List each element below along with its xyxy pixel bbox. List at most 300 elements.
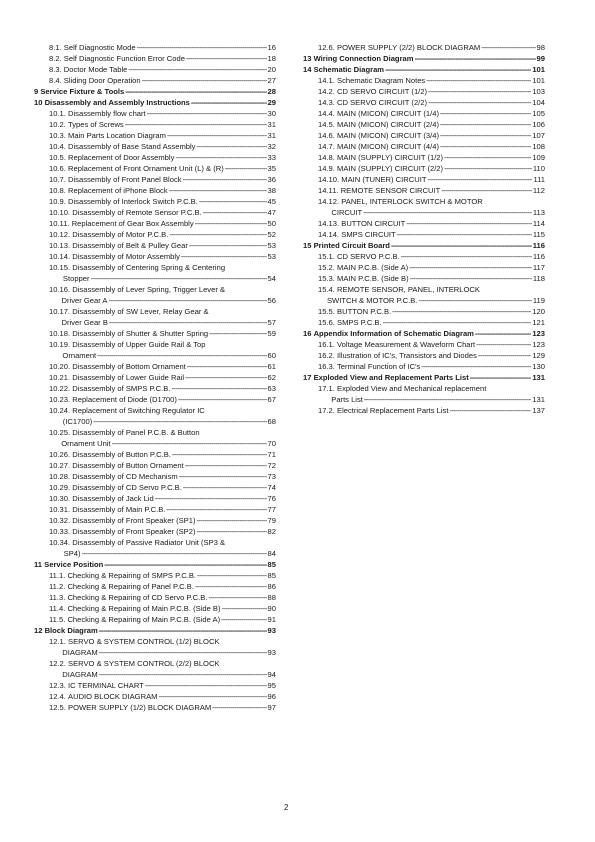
toc-entry[interactable] [303, 196, 545, 218]
toc-entry-title: MAIN P.C.B. (Side A) [337, 263, 409, 272]
toc-entry-title: IC TERMINAL CHART [68, 681, 144, 690]
toc-entry[interactable] [303, 229, 545, 240]
toc-entry-title: AUDIO BLOCK DIAGRAM [68, 692, 158, 701]
toc-entry-title: Disassembly of Panel P.C.B. & Button [72, 428, 200, 437]
toc-entry[interactable] [303, 42, 545, 53]
toc-entry[interactable] [34, 207, 276, 218]
toc-entry-title: DIAGRAM [62, 670, 98, 679]
dot-leader [97, 350, 266, 361]
toc-entry-title: Disassembly of CD Servo P.C.B. [72, 483, 182, 492]
toc-entry-page: 33 [267, 153, 276, 162]
dot-leader [391, 240, 532, 251]
dot-leader [99, 625, 267, 636]
toc-entry-page: 117 [532, 263, 545, 272]
dot-leader [145, 680, 267, 691]
toc-entry[interactable] [34, 251, 276, 262]
dot-leader [397, 229, 532, 240]
toc-entry[interactable] [34, 625, 276, 636]
toc-entry-title: Disassembly of SMPS P.C.B. [72, 384, 171, 393]
toc-entry-number: 10.26. [49, 450, 71, 459]
toc-entry[interactable] [303, 350, 545, 361]
toc-entry-page: 106 [532, 120, 545, 129]
toc-entry-number: 12 [34, 626, 43, 635]
toc-entry[interactable] [34, 328, 276, 339]
toc-entry-number: 14.8. [318, 153, 335, 162]
toc-entry[interactable] [303, 75, 545, 86]
toc-entry-page: 52 [267, 230, 276, 239]
toc-entry-page: 88 [267, 593, 276, 602]
toc-entry-page: 47 [267, 208, 276, 217]
dot-leader [181, 251, 267, 262]
toc-entry-number: 8.1. [49, 43, 62, 52]
toc-entry-page: 73 [267, 472, 276, 481]
toc-entry-title: Self Diagnostic Function Error Code [63, 54, 185, 63]
dot-leader [476, 339, 531, 350]
dot-leader [383, 317, 532, 328]
toc-entry[interactable] [303, 97, 545, 108]
toc-entry-title: Disassembly of Bottom Ornament [72, 362, 186, 371]
toc-entry-title: Disassembly of Button P.C.B. [72, 450, 171, 459]
toc-entry-number: 10.32. [49, 516, 71, 525]
toc-entry[interactable] [34, 306, 276, 328]
dot-leader [392, 306, 531, 317]
toc-entry-number: 10.5. [49, 153, 66, 162]
dot-leader [221, 614, 266, 625]
toc-entry-number: 17.1. [318, 384, 335, 393]
toc-entry[interactable] [34, 559, 276, 570]
toc-entry-page: 109 [532, 153, 545, 162]
toc-entry[interactable] [303, 53, 545, 64]
toc-entry-number: 10.6. [49, 164, 66, 173]
dot-leader [82, 548, 267, 559]
toc-entry[interactable] [34, 691, 276, 702]
toc-right-column [303, 42, 545, 416]
toc-entry-title: Disassembly of Front Speaker (SP1) [72, 516, 196, 525]
toc-entry[interactable] [303, 372, 545, 383]
toc-entry-page: 90 [267, 604, 276, 613]
dot-leader [209, 328, 266, 339]
toc-entry-page: 82 [267, 527, 276, 536]
toc-entry-number: 10.27. [49, 461, 71, 470]
toc-entry-page: 120 [532, 307, 545, 316]
dot-leader [410, 273, 532, 284]
toc-entry-page: 101 [532, 65, 545, 74]
dot-leader [421, 361, 531, 372]
toc-entry[interactable] [303, 383, 545, 405]
dot-leader [406, 218, 532, 229]
toc-entry[interactable] [303, 86, 545, 97]
toc-entry[interactable] [303, 273, 545, 284]
toc-entry[interactable] [34, 702, 276, 713]
toc-entry[interactable] [34, 603, 276, 614]
toc-entry-title: Schematic Diagram [313, 65, 385, 74]
toc-entry[interactable] [303, 119, 545, 130]
toc-entry-title: Doctor Mode Table [63, 65, 128, 74]
toc-entry-title: Disassembly of Remote Sensor P.C.B. [72, 208, 202, 217]
toc-entry-number: 11.5. [49, 615, 66, 624]
page-number-text: 2 [284, 803, 289, 812]
toc-entry-number: 17 [303, 373, 312, 382]
toc-entry-title: Terminal Function of IC's [337, 362, 421, 371]
toc-entry-page: 30 [267, 109, 276, 118]
toc-entry[interactable] [34, 482, 276, 493]
toc-entry-number: 10.19. [49, 340, 71, 349]
toc-entry-number: 14.4. [318, 109, 335, 118]
toc-entry-title: SERVO & SYSTEM CONTROL (2/2) BLOCK [68, 659, 220, 668]
toc-entry-title: Checking & Repairing of SMPS P.C.B. [67, 571, 197, 580]
toc-entry[interactable] [34, 614, 276, 625]
toc-entry-number: 10.21. [49, 373, 71, 382]
toc-entry[interactable] [34, 185, 276, 196]
dot-leader [222, 603, 267, 614]
toc-entry[interactable] [34, 383, 276, 394]
toc-entry[interactable] [34, 493, 276, 504]
toc-entry[interactable] [34, 64, 276, 75]
dot-leader [169, 229, 266, 240]
toc-entry[interactable] [34, 592, 276, 603]
toc-entry[interactable] [34, 240, 276, 251]
toc-entry[interactable] [34, 526, 276, 537]
toc-entry-title: Voltage Measurement & Waveform Chart [337, 340, 476, 349]
toc-entry-number: 10.17. [49, 307, 71, 316]
toc-entry[interactable] [34, 53, 276, 64]
dot-leader [155, 493, 267, 504]
toc-entry-number: 10.31. [49, 505, 71, 514]
toc-entry-page: 131 [532, 395, 545, 404]
toc-entry-title: Block Diagram [44, 626, 98, 635]
toc-entry[interactable] [34, 130, 276, 141]
dot-leader [426, 75, 531, 86]
toc-entry[interactable] [34, 119, 276, 130]
toc-entry[interactable] [34, 42, 276, 53]
dot-leader [158, 691, 266, 702]
toc-entry[interactable] [34, 141, 276, 152]
toc-entry-number: 12.3. [49, 681, 66, 690]
toc-entry-page: 104 [532, 98, 545, 107]
toc-entry-title: REMOTE SENSOR, PANEL, INTERLOCK [337, 285, 480, 294]
toc-entry[interactable] [34, 427, 276, 449]
toc-entry-title: Disassembly of Lower Guide Rail [72, 373, 185, 382]
dot-leader [147, 108, 267, 119]
toc-entry-number: 14.7. [318, 142, 335, 151]
toc-entry[interactable] [34, 460, 276, 471]
toc-entry-title: MAIN (MICON) CIRCUIT (4/4) [337, 142, 439, 151]
toc-entry[interactable] [303, 130, 545, 141]
toc-entry[interactable] [34, 196, 276, 207]
toc-entry-number: 14.11. [318, 186, 339, 195]
toc-entry-title: Replacement of Front Ornament Unit (L) & (R) [68, 164, 224, 173]
dot-leader [197, 570, 267, 581]
toc-entry-page: 113 [532, 208, 545, 217]
toc-entry-number: 8.4. [49, 76, 62, 85]
toc-entry[interactable] [303, 141, 545, 152]
toc-entry-title: Disassembly of Shutter & Shutter Spring [72, 329, 209, 338]
toc-entry-page: 95 [267, 681, 276, 690]
toc-entry[interactable] [34, 97, 276, 108]
toc-entry-number: 10.10. [49, 208, 71, 217]
toc-entry-page: 32 [267, 142, 276, 151]
toc-entry-title: Sliding Door Operation [63, 76, 141, 85]
toc-entry-title: Wiring Connection Diagram [313, 54, 414, 63]
toc-entry-number: 10.30. [49, 494, 71, 503]
toc-entry-page: 93 [267, 626, 276, 635]
dot-leader [112, 438, 267, 449]
toc-entry-number: 10.4. [49, 142, 66, 151]
dot-leader [167, 130, 267, 141]
toc-entry[interactable] [303, 152, 545, 163]
toc-entry[interactable] [303, 339, 545, 350]
toc-left-column [34, 42, 276, 713]
dot-leader [125, 119, 267, 130]
toc-entry-page: 71 [267, 450, 276, 459]
toc-entry-number: 11.1. [49, 571, 66, 580]
toc-entry[interactable] [34, 581, 276, 592]
toc-entry-number: 11.4. [49, 604, 66, 613]
toc-entry-title: Replacement of Switching Regulator IC [72, 406, 205, 415]
toc-entry-number: 10.28. [49, 472, 71, 481]
dot-leader [196, 526, 266, 537]
toc-entry[interactable] [34, 504, 276, 515]
toc-entry-number: 10.14. [49, 252, 71, 261]
dot-leader [109, 295, 267, 306]
toc-entry-title: Service Position [44, 560, 104, 569]
dot-leader [428, 86, 531, 97]
toc-entry[interactable] [303, 64, 545, 75]
toc-entry-title: Replacement of iPhone Block [68, 186, 168, 195]
dot-leader [99, 647, 267, 658]
toc-entry-title: Checking & Repairing of CD Servo P.C.B. [67, 593, 208, 602]
toc-entry[interactable] [34, 471, 276, 482]
dot-leader [196, 515, 266, 526]
dot-leader [125, 86, 266, 97]
toc-entry-page: 115 [532, 230, 545, 239]
toc-entry-number: 11 [34, 560, 43, 569]
toc-entry-title: Schematic Diagram Notes [337, 76, 426, 85]
dot-leader [449, 405, 531, 416]
dot-leader [189, 240, 267, 251]
dot-leader [475, 328, 531, 339]
dot-leader [187, 361, 267, 372]
toc-entry-page: 111 [533, 175, 545, 184]
dot-leader [225, 163, 267, 174]
toc-entry-title: Disassembly of Belt & Pulley Gear [72, 241, 188, 250]
toc-entry-number: 15.3. [318, 274, 335, 283]
toc-entry-title: Checking & Repairing of Main P.C.B. (Side B) [67, 604, 221, 613]
dot-leader [91, 273, 267, 284]
toc-entry[interactable] [34, 680, 276, 691]
toc-entry-page: 74 [267, 483, 276, 492]
toc-entry[interactable] [34, 570, 276, 581]
toc-entry-title: PANEL, INTERLOCK SWITCH & MOTOR [341, 197, 483, 206]
toc-entry[interactable] [303, 328, 545, 339]
toc-entry-number: 14.12. [318, 197, 340, 206]
toc-entry[interactable] [303, 251, 545, 262]
toc-entry-page: 68 [267, 417, 276, 426]
dot-leader [186, 53, 267, 64]
toc-entry-page: 110 [532, 164, 545, 173]
toc-entry[interactable] [34, 339, 276, 361]
toc-entry[interactable] [34, 262, 276, 284]
toc-entry-page: 116 [532, 252, 545, 261]
toc-entry[interactable] [34, 405, 276, 427]
dot-leader [444, 152, 531, 163]
toc-entry-page: 112 [532, 186, 545, 195]
toc-entry[interactable] [34, 174, 276, 185]
toc-entry[interactable] [34, 361, 276, 372]
toc-entry-page: 96 [267, 692, 276, 701]
toc-entry-number: 14.13. [318, 219, 340, 228]
toc-entry[interactable] [303, 108, 545, 119]
toc-entry[interactable] [34, 229, 276, 240]
toc-entry-page: 53 [267, 241, 276, 250]
toc-entry-number: 16.3. [318, 362, 335, 371]
toc-entry-page: 31 [267, 120, 276, 129]
dot-leader [171, 383, 266, 394]
dot-leader [212, 702, 266, 713]
toc-entry-number: 10.15. [49, 263, 71, 272]
toc-entry[interactable] [303, 405, 545, 416]
toc-entry-title: Disassembly of Jack Lid [72, 494, 154, 503]
toc-entry-title: Driver Gear A [61, 296, 108, 305]
dot-leader [427, 174, 532, 185]
toc-entry[interactable] [34, 86, 276, 97]
toc-entry-page: 130 [532, 362, 545, 371]
toc-entry-page: 121 [532, 318, 545, 327]
toc-entry-page: 85 [267, 571, 276, 580]
dot-leader [478, 350, 531, 361]
toc-entry[interactable] [34, 108, 276, 119]
toc-entry-number: 11.2. [49, 582, 66, 591]
toc-entry-title: SP4) [63, 549, 81, 558]
toc-entry-page: 86 [267, 582, 276, 591]
toc-entry-page: 27 [267, 76, 276, 85]
toc-entry-page: 84 [267, 549, 276, 558]
toc-entry[interactable] [303, 218, 545, 229]
toc-entry-title: Replacement of Diode (D1700) [72, 395, 177, 404]
dot-leader [175, 152, 266, 163]
toc-entry[interactable] [34, 658, 276, 680]
toc-entry[interactable] [34, 284, 276, 306]
toc-entry[interactable] [34, 515, 276, 526]
toc-entry-page: 123 [532, 329, 545, 338]
toc-entry-number: 14.14. [318, 230, 340, 239]
toc-entry-page: 67 [267, 395, 276, 404]
toc-entry-title: CIRCUIT [331, 208, 363, 217]
toc-entry[interactable] [303, 317, 545, 328]
toc-entry-page: 57 [267, 318, 276, 327]
toc-entry-number: 15.1. [318, 252, 335, 261]
dot-leader [99, 669, 267, 680]
toc-entry-number: 8.2. [49, 54, 62, 63]
toc-entry-title: POWER SUPPLY (2/2) BLOCK DIAGRAM [337, 43, 481, 52]
toc-entry-title: Ornament [62, 351, 97, 360]
dot-leader [137, 42, 267, 53]
toc-entry-number: 14.2. [318, 87, 335, 96]
toc-entry-number: 12.6. [318, 43, 335, 52]
toc-entry[interactable] [34, 218, 276, 229]
toc-entry-number: 16.1. [318, 340, 335, 349]
toc-entry[interactable] [34, 636, 276, 658]
toc-entry[interactable] [34, 372, 276, 383]
toc-entry[interactable] [303, 262, 545, 273]
toc-entry-title: SERVO & SYSTEM CONTROL (1/2) BLOCK [68, 637, 220, 646]
toc-entry-number: 10.2. [49, 120, 66, 129]
toc-entry-title: Disassembly of Passive Radiator Unit (SP3 & [72, 538, 226, 547]
toc-entry[interactable] [34, 152, 276, 163]
toc-entry-number: 17.2. [318, 406, 335, 415]
toc-entry[interactable] [303, 240, 545, 251]
toc-entry-page: 129 [532, 351, 545, 360]
toc-entry-title: Driver Gear B [61, 318, 108, 327]
dot-leader [440, 108, 531, 119]
toc-entry-title: Disassembly of Centering Spring & Centering [72, 263, 226, 272]
toc-entry-title: Replacement of Gear Box Assembly [71, 219, 194, 228]
toc-entry[interactable] [34, 163, 276, 174]
toc-entry[interactable] [303, 306, 545, 317]
dot-leader [428, 97, 531, 108]
toc-entry-number: 10.29. [49, 483, 71, 492]
toc-entry-title: Ornament Unit [61, 439, 111, 448]
toc-entry-number: 10.9. [49, 197, 66, 206]
toc-entry[interactable] [303, 284, 545, 306]
toc-entry[interactable] [34, 394, 276, 405]
toc-entry[interactable] [303, 185, 545, 196]
dot-leader [199, 196, 267, 207]
toc-entry-title: Disassembly of Base Stand Assembly [68, 142, 196, 151]
dot-leader [196, 141, 266, 152]
toc-entry-number: 14.3. [318, 98, 335, 107]
toc-entry[interactable] [34, 537, 276, 559]
toc-entry-page: 31 [267, 131, 276, 140]
toc-entry-page: 119 [532, 296, 545, 305]
dot-leader [166, 504, 266, 515]
toc-entry[interactable] [34, 75, 276, 86]
dot-leader [441, 185, 532, 196]
dot-leader [444, 163, 532, 174]
toc-entry-title: Disassembly flow chart [68, 109, 146, 118]
toc-entry[interactable] [303, 361, 545, 372]
dot-leader [195, 218, 267, 229]
dot-leader [401, 251, 532, 262]
toc-entry-number: 10.23. [49, 395, 71, 404]
toc-entry-title: Printed Circuit Board [313, 241, 390, 250]
dot-leader [385, 64, 531, 75]
dot-leader [440, 119, 531, 130]
toc-entry-title: Checking & Repairing of Panel P.C.B. [67, 582, 194, 591]
toc-entry-number: 11.3. [49, 593, 66, 602]
dot-leader [183, 482, 267, 493]
dot-leader [142, 75, 267, 86]
toc-entry-title: MAIN P.C.B. (Side B) [337, 274, 409, 283]
toc-entry-title: (IC1700) [62, 417, 93, 426]
toc-entry-title: Service Fixture & Tools [40, 87, 125, 96]
toc-entry-number: 10.16. [49, 285, 71, 294]
toc-entry-number: 16 [303, 329, 312, 338]
toc-entry[interactable] [34, 449, 276, 460]
toc-entry-title: SWITCH & MOTOR P.C.B. [326, 296, 418, 305]
toc-entry-title: Disassembly of Button Ornament [72, 461, 184, 470]
toc-entry-page: 38 [267, 186, 276, 195]
toc-entry-title: CD SERVO CIRCUIT (2/2) [337, 98, 428, 107]
toc-entry[interactable] [303, 174, 545, 185]
toc-entry-page: 79 [267, 516, 276, 525]
toc-entry-title: Exploded View and Replacement Parts List [313, 373, 469, 382]
toc-entry-title: Disassembly of Motor Assembly [72, 252, 180, 261]
toc-entry-page: 108 [532, 142, 545, 151]
dot-leader [191, 97, 267, 108]
toc-entry-number: 13 [303, 54, 312, 63]
toc-entry[interactable] [303, 163, 545, 174]
